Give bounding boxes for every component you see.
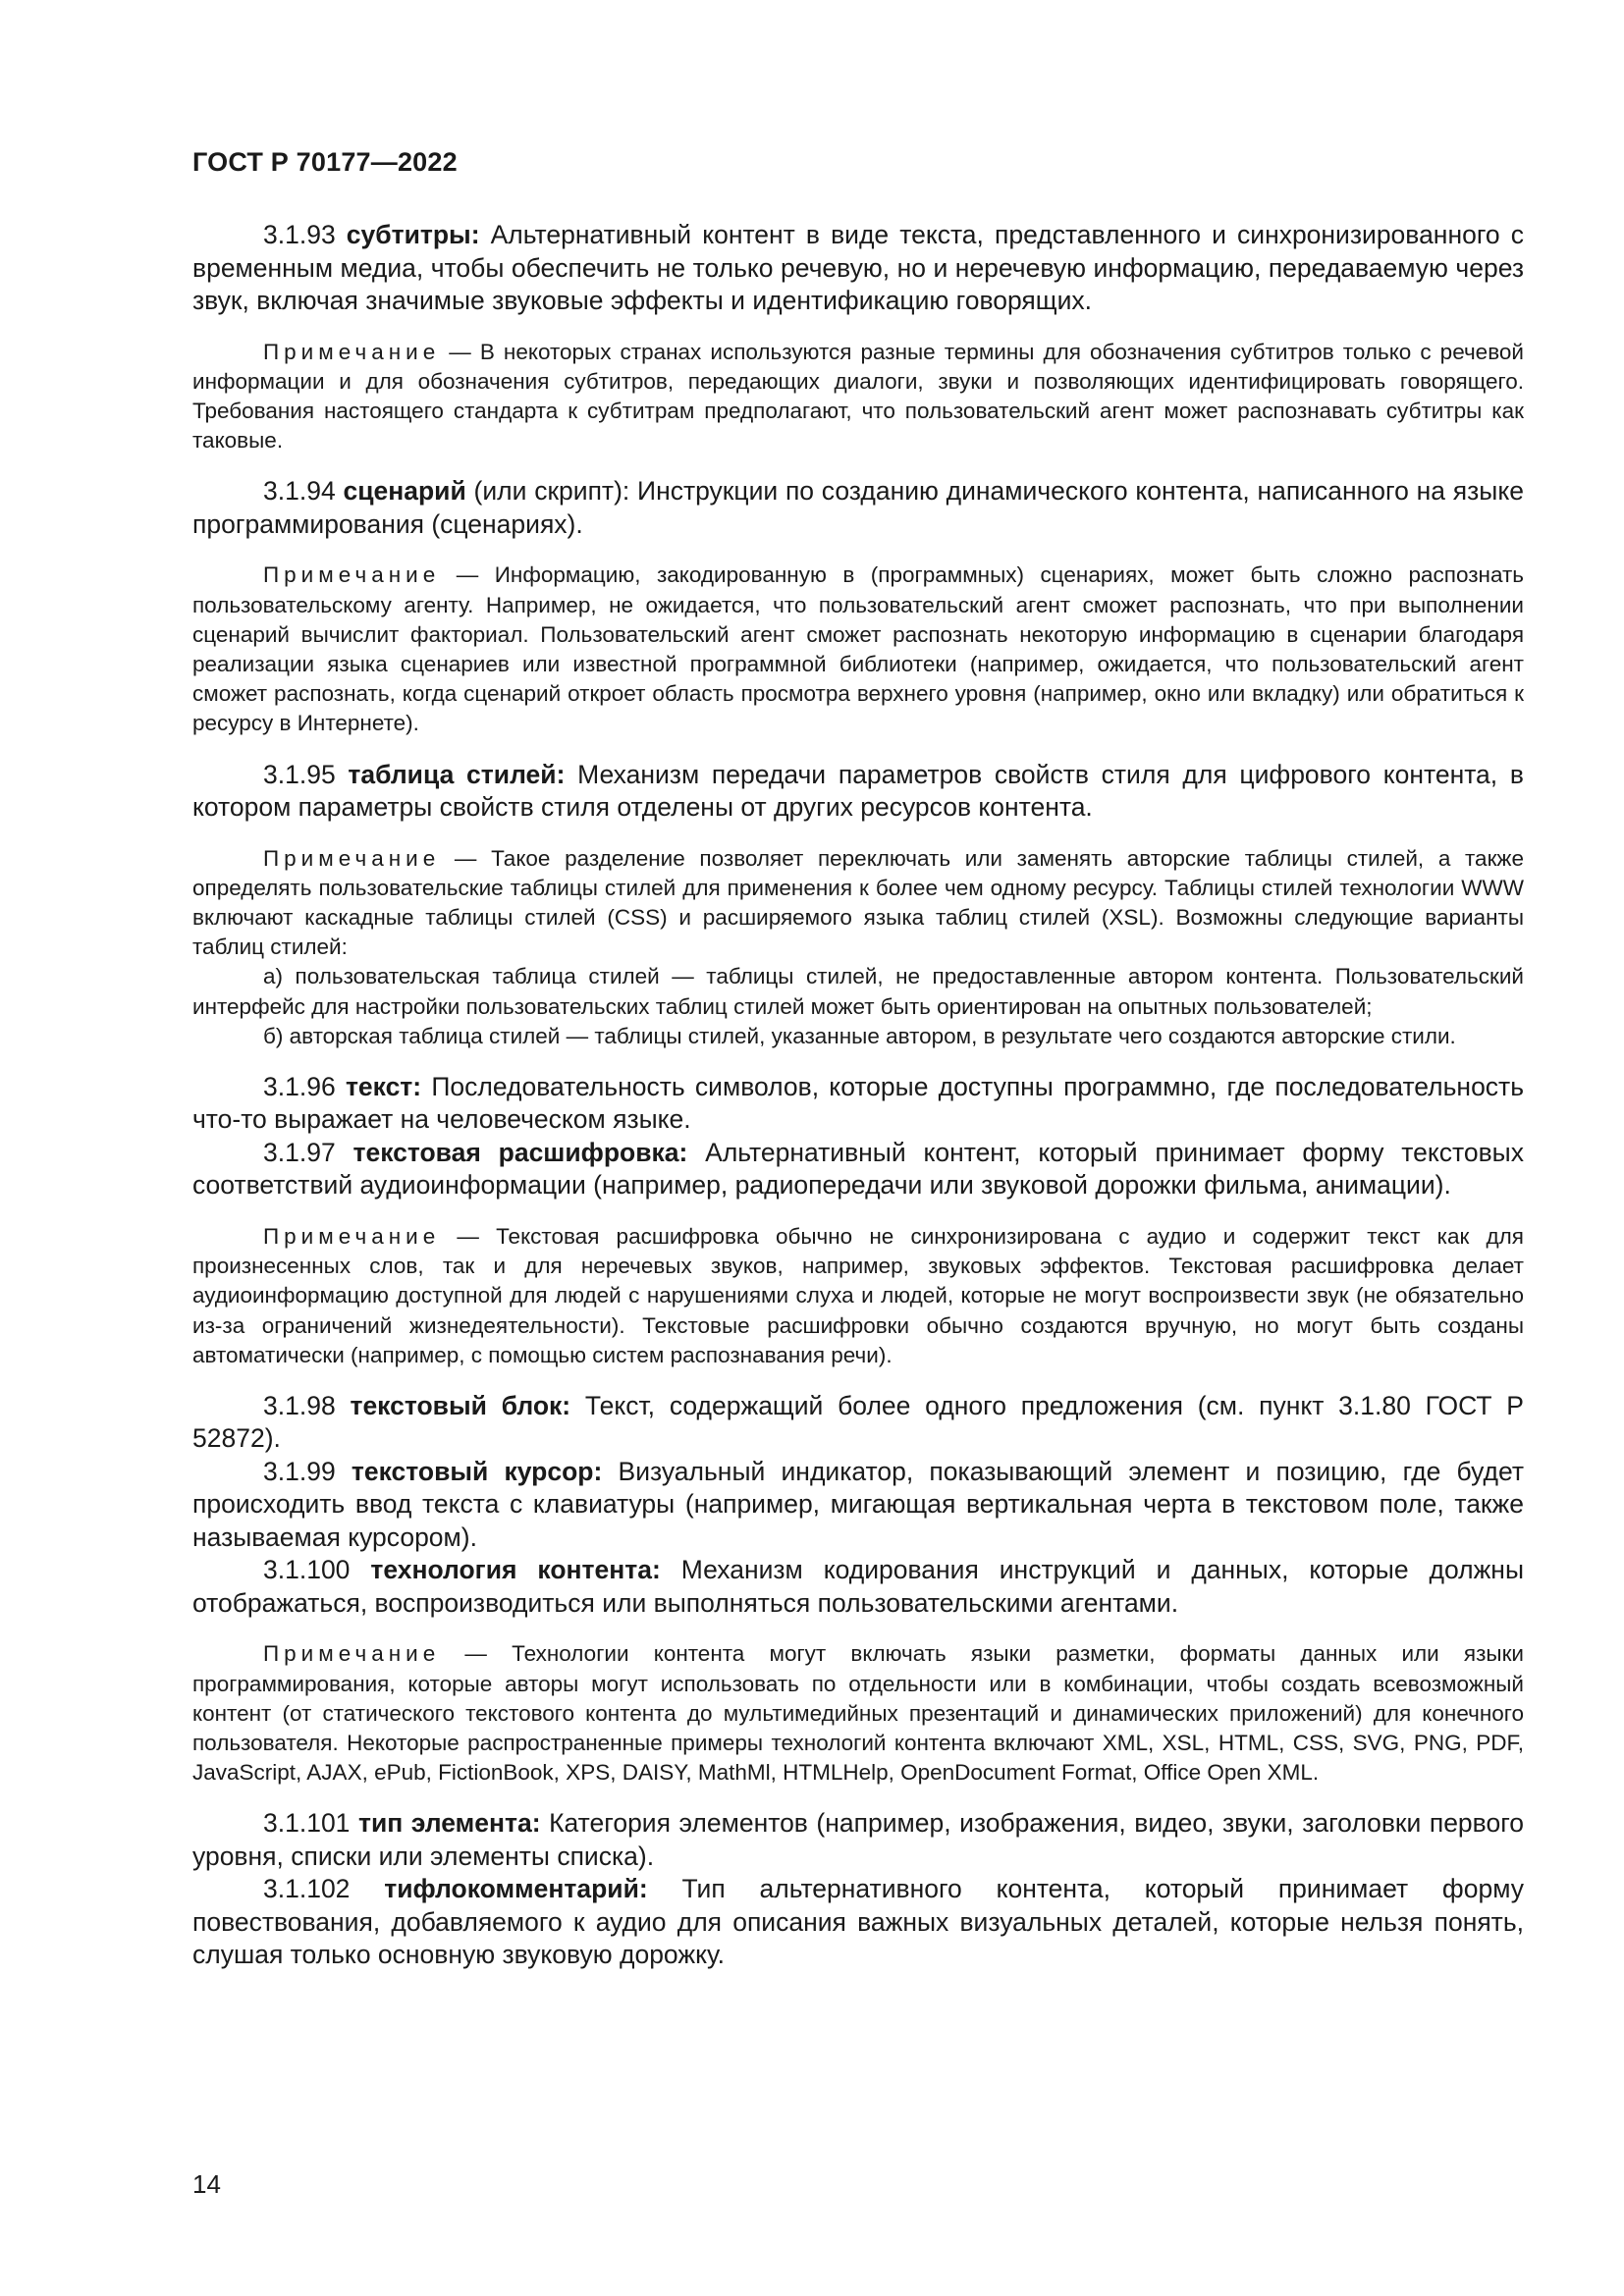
term-entry [192, 1071, 1524, 1137]
term-number: 3.1.99 [263, 1456, 336, 1486]
note-paragraph [192, 1222, 1524, 1370]
note-label: Примечание [263, 1223, 441, 1249]
term-name: тифлокомментарий: [384, 1874, 648, 1904]
note-block [192, 338, 1524, 456]
term-number: 3.1.101 [263, 1808, 351, 1839]
term-entry [192, 1390, 1524, 1456]
note-text: — В некоторых странах используются разные термины для обозначения субтитров только с речевой информации и для обозначения субтитров, передающих диалоги, звуки и позволяющих идентифицировать говорящего. Требования настоящего стандарта к субтитрам предполагают, что пользовательский агент может распознавать субтитры как таковые. [192, 339, 1524, 454]
term-entry [192, 219, 1524, 318]
term-definition: Текст, содержащий более одного предложения (см. пункт 3.1.80 ГОСТ Р 52872). [192, 1390, 1524, 1454]
term-name: текстовый блок: [350, 1390, 571, 1420]
term-entry [192, 759, 1524, 825]
term-number: 3.1.100 [263, 1555, 351, 1585]
term-name: таблица стилей: [348, 759, 566, 789]
note-label: Примечание [263, 562, 441, 588]
note-block [192, 1639, 1524, 1788]
page-number: 14 [192, 2169, 221, 2199]
term-name: сценарий [343, 476, 466, 507]
term-number: 3.1.98 [263, 1390, 336, 1420]
term-entry [192, 1873, 1524, 1972]
term-definition: Альтернативный контент в виде текста, представленного и синхронизированного с временным медиа, чтобы обеспечить не только речевую, но и неречевую информацию, передаваемую через звук, включая значимые звуковые эффекты и идентификацию говорящих. [192, 220, 1524, 315]
term-entry [192, 475, 1524, 541]
term-number: 3.1.94 [263, 476, 336, 507]
note-list-item: а) пользовательская таблица стилей — таблицы стилей, не предоставленные автором контента. Пользовательский интерфейс для настройки пользовательских таблиц стилей может быть ориентирован на опытных пользователей; [192, 964, 1524, 1019]
term-number: 3.1.97 [263, 1137, 336, 1167]
document-header: ГОСТ Р 70177—2022 [192, 147, 458, 177]
note-label: Примечание [263, 1641, 441, 1667]
note-text: — Технологии контента могут включать языки разметки, форматы данных или языки программирования, которые авторы могут использовать по отдельности или в комбинации, чтобы создать всевозможный контент (от статического текстового контента до мультимедийных презентаций и динамических приложений) для конечного пользователя. Некоторые распространенные примеры технологий контента включают XML, XSL, HTML, CSS, SVG, PNG, PDF, JavaScript, AJAX, ePub, FictionBook, XPS, DAISY, MathMl, HTMLHelp, OpenDocument Format, Office Open XML. [192, 1641, 1524, 1786]
term-definition: Механизм кодирования инструкций и данных, которые должны отображаться, воспроизводиться или выполняться пользовательскими агентами. [192, 1555, 1524, 1618]
term-name: текстовый курсор: [351, 1456, 603, 1486]
note-label: Примечание [263, 845, 441, 871]
note-text: — Такое разделение позволяет переключать или заменять авторские таблицы стилей, а также определять пользовательские таблицы стилей для применения к более чем одному ресурсу. Таблицы стилей технологии WWW включают каскадные таблицы стилей (CSS) и расширяемого языка таблиц стилей (XSL). Возможны следующие варианты таблиц стилей: [192, 845, 1524, 960]
term-definition: Категория элементов (например, изображения, видео, звуки, заголовки первого уровня, списки или элементы списка). [192, 1808, 1525, 1871]
term-definition: Последовательность символов, которые доступны программно, где последовательность что-то выражает на человеческом языке. [192, 1071, 1524, 1135]
term-number: 3.1.95 [263, 759, 336, 789]
note-text: — Информацию, закодированную в (программных) сценариях, может быть сложно распознать пользовательскому агенту. Например, не ожидается, что пользовательский агент сможет распознать, что при выполнении сценарий вычислит факториал. Пользовательский агент сможет распознать некоторую информацию в сценарии благодаря реализации языка сценариев или известной программной библиотеки (например, ожидается, что пользовательский агент сможет распознать, когда сценарий откроет область просмотра верхнего уровня (например, окно или вкладку) или обратиться к ресурсу в Интернете). [192, 562, 1524, 736]
term-entry [192, 1456, 1524, 1555]
term-definition: Механизм передачи параметров свойств стиля для цифрового контента, в котором параметры свойств стиля отделены от других ресурсов контента. [192, 759, 1524, 823]
note-text: — Текстовая расшифровка обычно не синхронизирована с аудио и содержит текст как для произнесенных слов, так и для неречевых звуков, например, звуковых эффектов. Текстовая расшифровка делает аудиоинформацию доступной для людей с нарушениями слуха и людей, которые не могут воспроизвести звук (не обязательно из-за ограничений жизнедеятельности). Текстовые расшифровки обычно создаются вручную, но могут быть созданы автоматически (например, с помощью систем распознавания речи). [192, 1223, 1524, 1367]
term-number: 3.1.96 [263, 1071, 336, 1101]
term-entry [192, 1137, 1524, 1202]
term-definition: Визуальный индикатор, показывающий элемент и позицию, где будет происходить ввод текста с клавиатуры (например, мигающая вертикальная черта в текстовом поле, также называемая курсором). [192, 1456, 1524, 1552]
term-definition: Альтернативный контент, который принимает форму текстовых соответствий аудиоинформации (например, радиопередачи или звуковой дорожки фильма, анимации). [192, 1137, 1524, 1201]
term-entry [192, 1807, 1524, 1873]
term-name: текст: [345, 1071, 422, 1101]
term-entry [192, 1554, 1524, 1620]
term-name: технология контента: [370, 1555, 661, 1585]
term-number: 3.1.102 [263, 1874, 351, 1904]
note-label: Примечание [263, 339, 441, 364]
term-definition: Тип альтернативного контента, который принимает форму повествования, добавляемого к аудио для описания важных визуальных деталей, которые нельзя понять, слушая только основную звуковую дорожку. [192, 1874, 1524, 1970]
term-name: текстовая расшифровка: [352, 1137, 688, 1167]
term-definition: (или скрипт): Инструкции по созданию динамического контента, написанного на языке программирования (сценариях). [192, 476, 1524, 539]
note-block [192, 561, 1524, 738]
note-paragraph [192, 561, 1524, 738]
note-paragraph [192, 338, 1524, 456]
note-block [192, 1222, 1524, 1370]
note-paragraph [192, 1639, 1524, 1788]
document-page [192, 147, 1524, 1972]
term-name: субтитры: [346, 220, 480, 249]
note-block [192, 844, 1524, 1051]
note-list-item: б) авторская таблица стилей — таблицы стилей, указанные автором, в результате чего создаются авторские стили. [263, 1023, 1456, 1048]
term-name: тип элемента: [357, 1808, 541, 1839]
term-number: 3.1.93 [263, 220, 336, 249]
note-paragraph [192, 844, 1524, 963]
